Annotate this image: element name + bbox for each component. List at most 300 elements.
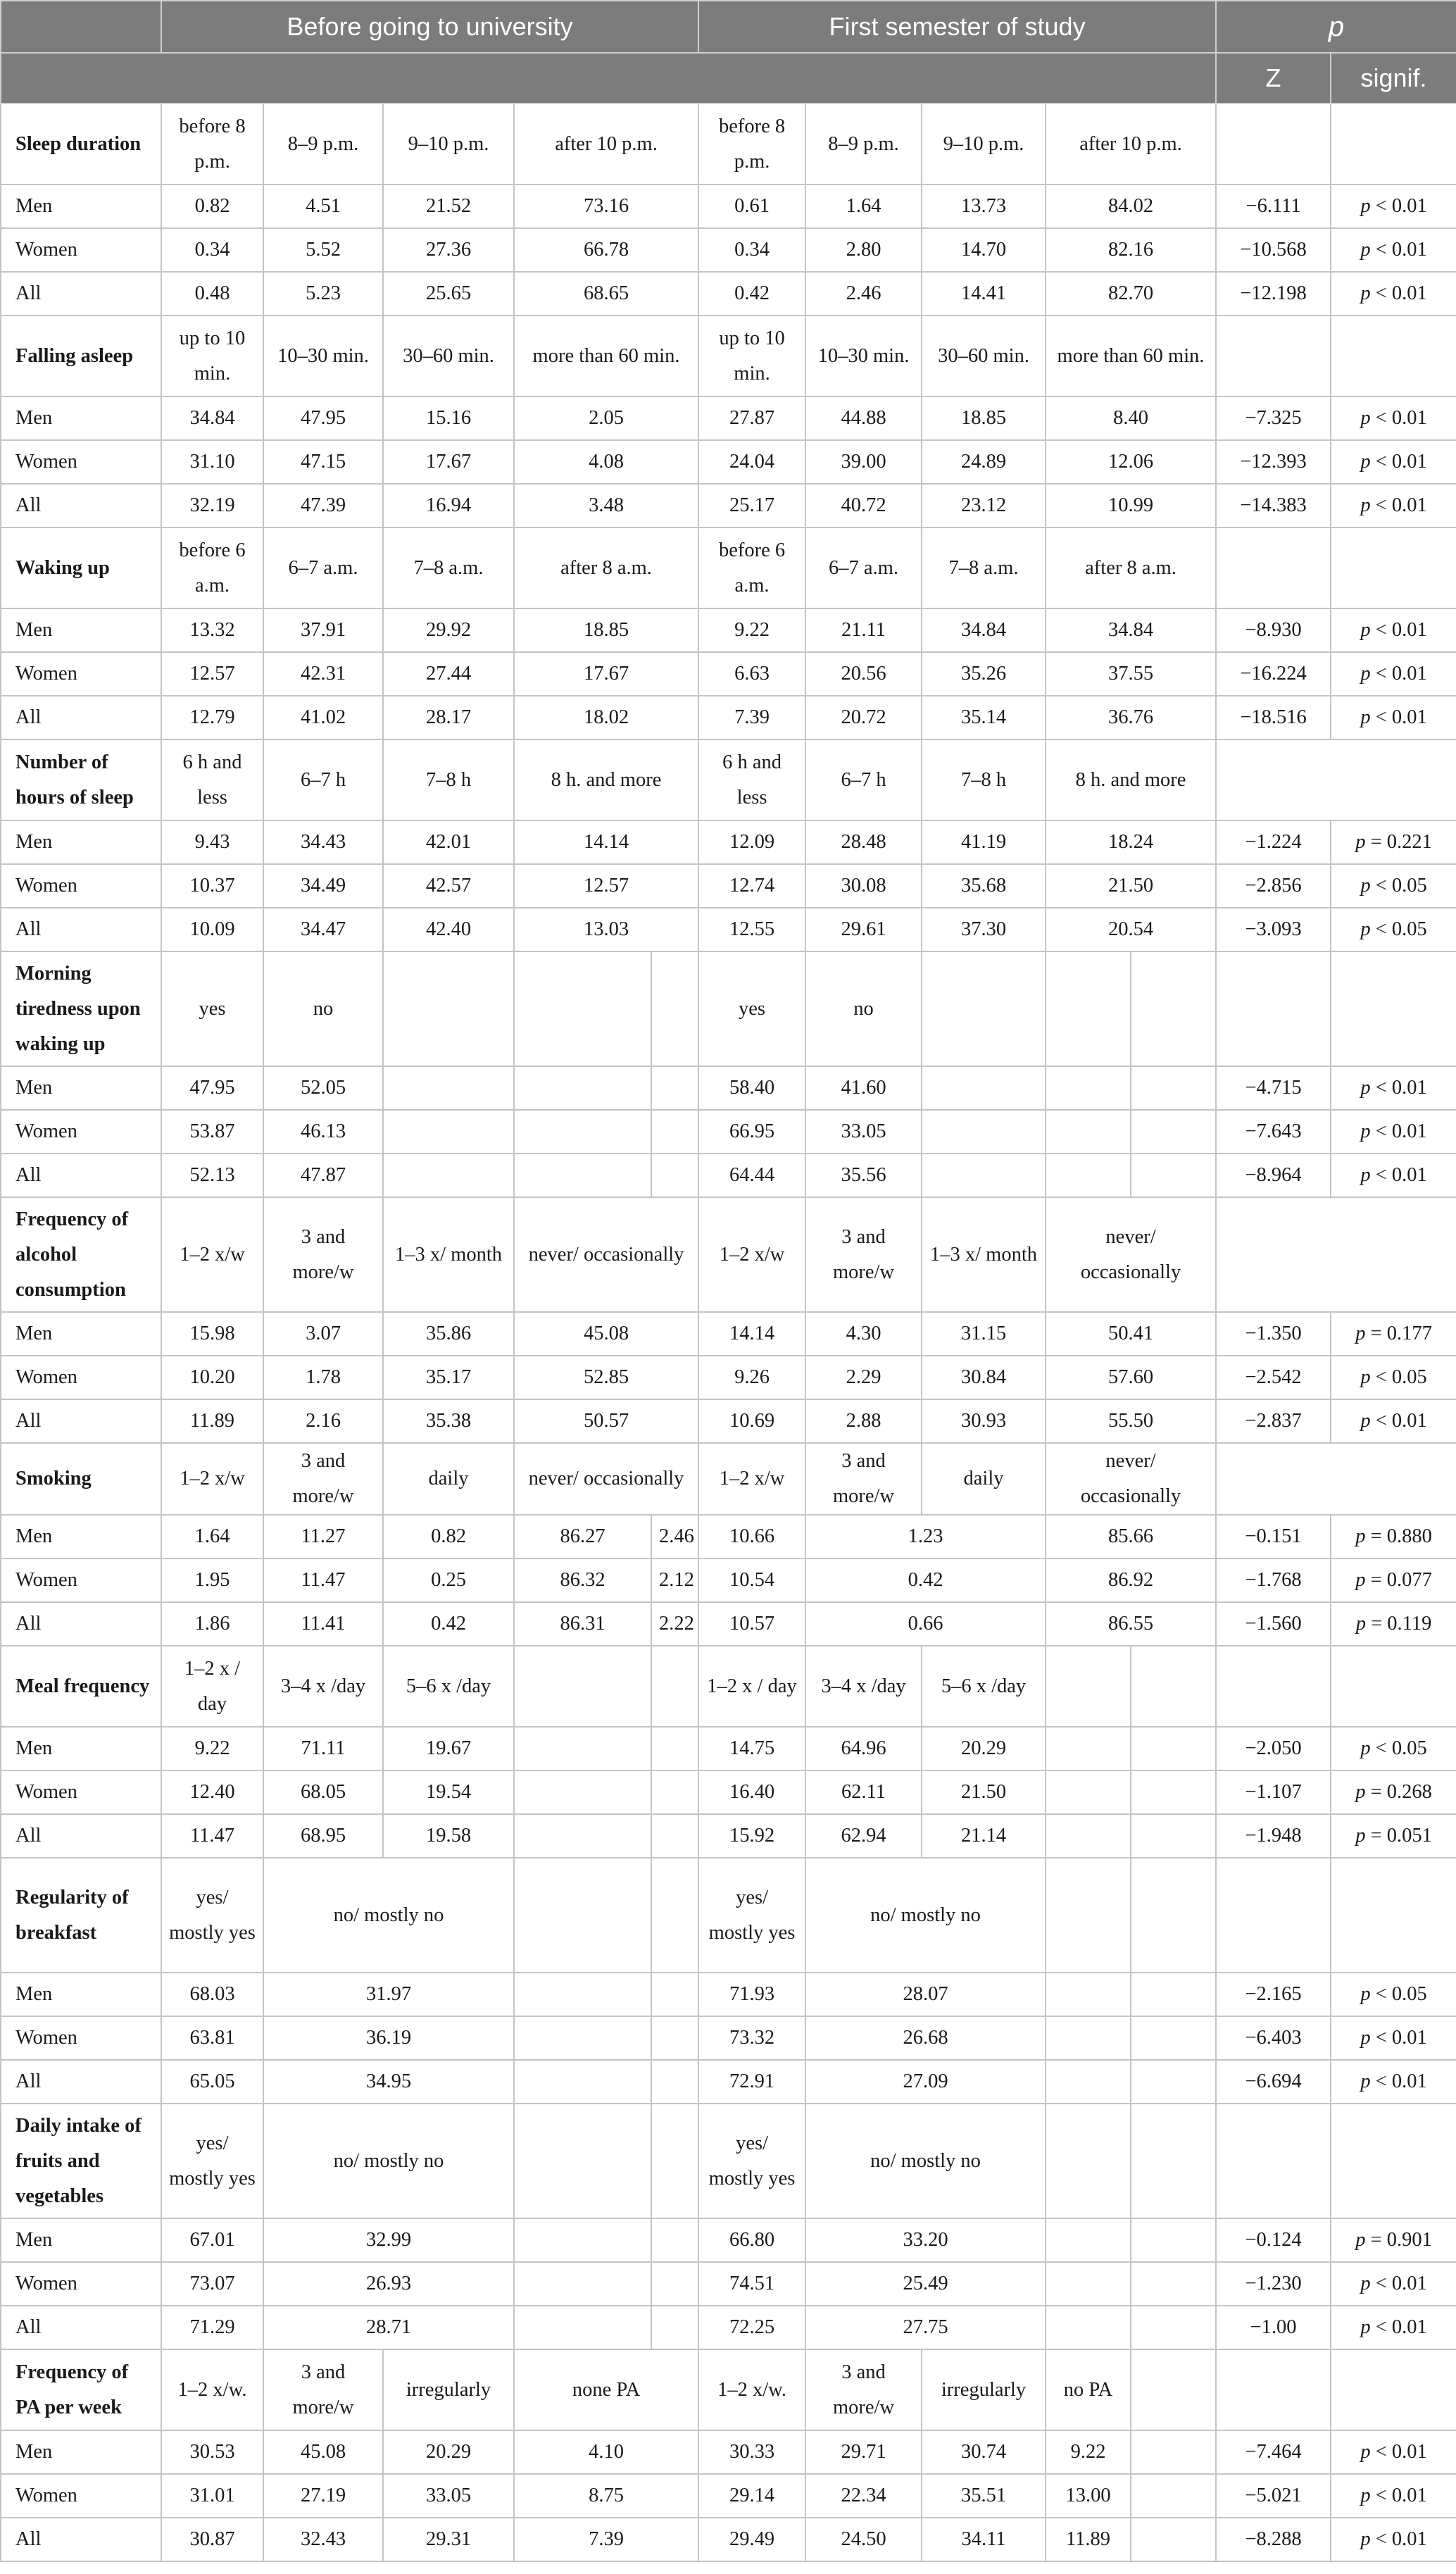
value-before: 4.08 bbox=[514, 440, 698, 484]
value-before: 30.87 bbox=[161, 2518, 263, 2561]
group-label: All bbox=[1, 272, 161, 315]
significance-value: p < 0.01 bbox=[1331, 1110, 1456, 1154]
z-value: −7.464 bbox=[1216, 2430, 1331, 2474]
value-before: 12.57 bbox=[514, 864, 698, 908]
empty-cell bbox=[651, 1154, 698, 1197]
value-after: 72.91 bbox=[698, 2060, 805, 2104]
value-after: 41.60 bbox=[805, 1066, 922, 1110]
value-after: 12.06 bbox=[1046, 440, 1216, 484]
value-after: 4.30 bbox=[805, 1312, 922, 1356]
empty-cell bbox=[1331, 315, 1456, 396]
value-before: 2.22 bbox=[651, 1602, 698, 1646]
option-before-label: 1–3 x/ month bbox=[383, 1197, 514, 1312]
empty-cell bbox=[1331, 527, 1456, 608]
option-before-label: no bbox=[263, 951, 383, 1066]
value-before: 0.34 bbox=[161, 228, 263, 272]
empty-cell bbox=[1046, 1646, 1131, 1727]
z-value: −2.165 bbox=[1216, 1973, 1331, 2016]
value-before: 8.75 bbox=[514, 2474, 698, 2518]
table-row bbox=[1, 1814, 1456, 1858]
value-after: 20.29 bbox=[922, 1727, 1046, 1770]
value-after: 30.33 bbox=[698, 2430, 805, 2474]
section-label: Sleep duration bbox=[1, 104, 161, 185]
group-label: Women bbox=[1, 1558, 161, 1602]
empty-cell bbox=[1131, 1814, 1216, 1858]
table-row bbox=[1, 1066, 1456, 1110]
value-before: 68.05 bbox=[263, 1770, 383, 1814]
value-before: 42.57 bbox=[383, 864, 514, 908]
value-before: 86.27 bbox=[514, 1515, 651, 1558]
value-before: 65.05 bbox=[161, 2060, 263, 2104]
option-after-label: 10–30 min. bbox=[805, 315, 922, 396]
value-before: 31.10 bbox=[161, 440, 263, 484]
value-after: 33.20 bbox=[805, 2218, 1046, 2262]
option-before-label: 3–4 x /day bbox=[263, 1646, 383, 1727]
header-empty bbox=[1, 1, 161, 53]
value-after: 40.72 bbox=[805, 484, 922, 527]
value-after: 39.00 bbox=[805, 440, 922, 484]
empty-cell bbox=[1331, 1646, 1456, 1727]
group-label: Women bbox=[1, 2262, 161, 2306]
empty-cell bbox=[922, 1110, 1046, 1154]
section-header-row bbox=[1, 315, 1456, 396]
header-spacer bbox=[1, 53, 1216, 104]
value-before: 35.38 bbox=[383, 1399, 514, 1443]
option-before-label: 10–30 min. bbox=[263, 315, 383, 396]
group-label: Men bbox=[1, 1066, 161, 1110]
value-after: 9.22 bbox=[698, 608, 805, 652]
empty-cell bbox=[1331, 1858, 1456, 1973]
value-before: 11.41 bbox=[263, 1602, 383, 1646]
value-after: 73.32 bbox=[698, 2016, 805, 2060]
empty-cell bbox=[651, 1727, 698, 1770]
value-before: 86.32 bbox=[514, 1558, 651, 1602]
empty-cell bbox=[514, 2306, 651, 2349]
value-after: 14.41 bbox=[922, 272, 1046, 315]
option-before-label: 1–2 x/w. bbox=[161, 2349, 263, 2430]
table-row bbox=[1, 908, 1456, 951]
significance-value: p = 0.051 bbox=[1331, 1814, 1456, 1858]
value-before: 3.48 bbox=[514, 484, 698, 527]
value-before: 11.89 bbox=[161, 1399, 263, 1443]
empty-cell bbox=[514, 2016, 651, 2060]
significance-value: p < 0.01 bbox=[1331, 484, 1456, 527]
empty-cell bbox=[1131, 2306, 1216, 2349]
z-value: −5.021 bbox=[1216, 2474, 1331, 2518]
option-before-label: 9–10 p.m. bbox=[383, 104, 514, 185]
table-body bbox=[1, 104, 1456, 2561]
value-after: 0.66 bbox=[805, 1602, 1046, 1646]
significance-value: p < 0.01 bbox=[1331, 696, 1456, 739]
empty-cell bbox=[922, 1154, 1046, 1197]
group-label: All bbox=[1, 1399, 161, 1443]
empty-cell bbox=[651, 1110, 698, 1154]
option-after-label: 3 and more/w bbox=[805, 1197, 922, 1312]
group-label: Men bbox=[1, 608, 161, 652]
value-after: 21.50 bbox=[922, 1770, 1046, 1814]
option-after-label: 6–7 h bbox=[805, 739, 922, 820]
value-before: 17.67 bbox=[514, 652, 698, 696]
table-header bbox=[1, 1, 1456, 104]
value-after: 28.07 bbox=[805, 1973, 1046, 2016]
empty-cell bbox=[651, 1770, 698, 1814]
empty-cell bbox=[514, 951, 651, 1066]
table-row bbox=[1, 1356, 1456, 1399]
option-after-label: no/ mostly no bbox=[805, 1858, 1046, 1973]
z-value: −8.964 bbox=[1216, 1154, 1331, 1197]
section-label: Number of hours of sleep bbox=[1, 739, 161, 820]
table-row bbox=[1, 1727, 1456, 1770]
empty-cell bbox=[1131, 2349, 1216, 2430]
table-row bbox=[1, 608, 1456, 652]
table-row bbox=[1, 1602, 1456, 1646]
empty-cell bbox=[1216, 2349, 1331, 2430]
z-value: −1.948 bbox=[1216, 1814, 1331, 1858]
value-before: 52.13 bbox=[161, 1154, 263, 1197]
option-after-label: before 8 p.m. bbox=[698, 104, 805, 185]
significance-value: p < 0.01 bbox=[1331, 440, 1456, 484]
table-row bbox=[1, 652, 1456, 696]
value-after: 57.60 bbox=[1046, 1356, 1216, 1399]
value-after: 82.16 bbox=[1046, 228, 1216, 272]
empty-cell bbox=[1131, 2430, 1216, 2474]
empty-cell bbox=[1046, 1973, 1131, 2016]
z-value: −4.715 bbox=[1216, 1066, 1331, 1110]
value-before: 73.16 bbox=[514, 185, 698, 228]
table-row bbox=[1, 440, 1456, 484]
value-after: 29.49 bbox=[698, 2518, 805, 2561]
option-after-label: 7–8 a.m. bbox=[922, 527, 1046, 608]
value-after: 82.70 bbox=[1046, 272, 1216, 315]
value-before: 53.87 bbox=[161, 1110, 263, 1154]
value-after: 35.14 bbox=[922, 696, 1046, 739]
table-row bbox=[1, 484, 1456, 527]
empty-cell bbox=[1046, 951, 1131, 1066]
empty-cell bbox=[1131, 2104, 1216, 2218]
option-before-label: 8 h. and more bbox=[514, 739, 698, 820]
z-value: −2.837 bbox=[1216, 1399, 1331, 1443]
section-header-row bbox=[1, 527, 1456, 608]
z-value: −18.516 bbox=[1216, 696, 1331, 739]
option-after-label: 1–3 x/ month bbox=[922, 1197, 1046, 1312]
option-after-label: before 6 a.m. bbox=[698, 527, 805, 608]
value-after: 25.49 bbox=[805, 2262, 1046, 2306]
value-before: 25.65 bbox=[383, 272, 514, 315]
value-after: 31.15 bbox=[922, 1312, 1046, 1356]
option-before-label: yes/ mostly yes bbox=[161, 2104, 263, 2218]
empty-cell bbox=[1046, 2218, 1131, 2262]
value-after: 2.80 bbox=[805, 228, 922, 272]
significance-value: p < 0.01 bbox=[1331, 396, 1456, 440]
value-before: 0.48 bbox=[161, 272, 263, 315]
z-value: −7.643 bbox=[1216, 1110, 1331, 1154]
value-before: 0.82 bbox=[161, 185, 263, 228]
option-after-label: 6–7 a.m. bbox=[805, 527, 922, 608]
value-after: 30.84 bbox=[922, 1356, 1046, 1399]
value-after: 8.40 bbox=[1046, 396, 1216, 440]
option-before-label: 3 and more/w bbox=[263, 1197, 383, 1312]
empty-cell bbox=[1131, 2474, 1216, 2518]
option-after-label: yes bbox=[698, 951, 805, 1066]
value-before: 26.93 bbox=[263, 2262, 514, 2306]
table-row bbox=[1, 2430, 1456, 2474]
option-before-label: 5–6 x /day bbox=[383, 1646, 514, 1727]
significance-value: p < 0.01 bbox=[1331, 2474, 1456, 2518]
value-after: 12.09 bbox=[698, 820, 805, 864]
option-after-label: 1–2 x / day bbox=[698, 1646, 805, 1727]
value-before: 9.22 bbox=[161, 1727, 263, 1770]
empty-cell bbox=[514, 1066, 651, 1110]
value-after: 74.51 bbox=[698, 2262, 805, 2306]
value-before: 47.95 bbox=[263, 396, 383, 440]
value-after: 29.61 bbox=[805, 908, 922, 951]
group-label: All bbox=[1, 484, 161, 527]
z-value: −6.111 bbox=[1216, 185, 1331, 228]
value-before: 19.54 bbox=[383, 1770, 514, 1814]
option-before-label: no/ mostly no bbox=[263, 1858, 514, 1973]
empty-cell bbox=[1046, 1770, 1131, 1814]
empty-cell bbox=[514, 2104, 651, 2218]
value-after: 35.56 bbox=[805, 1154, 922, 1197]
value-before: 10.37 bbox=[161, 864, 263, 908]
option-after-label: yes/ mostly yes bbox=[698, 2104, 805, 2218]
group-label: All bbox=[1, 2518, 161, 2561]
value-before: 17.67 bbox=[383, 440, 514, 484]
value-before: 5.23 bbox=[263, 272, 383, 315]
group-label: All bbox=[1, 1602, 161, 1646]
section-header-row bbox=[1, 951, 1456, 1066]
value-before: 67.01 bbox=[161, 2218, 263, 2262]
value-before: 13.32 bbox=[161, 608, 263, 652]
z-value: −1.560 bbox=[1216, 1602, 1331, 1646]
value-after: 50.41 bbox=[1046, 1312, 1216, 1356]
empty-cell bbox=[514, 1814, 651, 1858]
significance-value: p < 0.05 bbox=[1331, 908, 1456, 951]
empty-cell bbox=[383, 1110, 514, 1154]
empty-cell bbox=[1216, 1646, 1331, 1727]
empty-cell bbox=[922, 1066, 1046, 1110]
option-after-label: 7–8 h bbox=[922, 739, 1046, 820]
value-after: 41.19 bbox=[922, 820, 1046, 864]
value-after: 34.84 bbox=[922, 608, 1046, 652]
value-before: 34.43 bbox=[263, 820, 383, 864]
empty-cell bbox=[1131, 2518, 1216, 2561]
value-after: 86.55 bbox=[1046, 1602, 1216, 1646]
value-before: 33.05 bbox=[383, 2474, 514, 2518]
value-before: 86.31 bbox=[514, 1602, 651, 1646]
value-before: 2.16 bbox=[263, 1399, 383, 1443]
z-value: −12.393 bbox=[1216, 440, 1331, 484]
table-row bbox=[1, 272, 1456, 315]
section-label: Smoking bbox=[1, 1443, 161, 1515]
significance-value: p < 0.01 bbox=[1331, 1066, 1456, 1110]
value-before: 7.39 bbox=[514, 2518, 698, 2561]
significance-value: p < 0.01 bbox=[1331, 1154, 1456, 1197]
empty-cell bbox=[1046, 2016, 1131, 2060]
value-after: 20.54 bbox=[1046, 908, 1216, 951]
value-after: 66.80 bbox=[698, 2218, 805, 2262]
value-after: 62.94 bbox=[805, 1814, 922, 1858]
table-row bbox=[1, 864, 1456, 908]
empty-cell bbox=[651, 2016, 698, 2060]
empty-cell bbox=[514, 2060, 651, 2104]
value-after: 64.44 bbox=[698, 1154, 805, 1197]
group-label: Women bbox=[1, 1110, 161, 1154]
z-value: −1.230 bbox=[1216, 2262, 1331, 2306]
section-header-row bbox=[1, 1858, 1456, 1973]
value-before: 4.51 bbox=[263, 185, 383, 228]
value-after: 30.93 bbox=[922, 1399, 1046, 1443]
significance-value: p < 0.05 bbox=[1331, 1973, 1456, 2016]
value-after: 71.93 bbox=[698, 1973, 805, 2016]
value-after: 1.23 bbox=[805, 1515, 1046, 1558]
option-before-label: after 8 a.m. bbox=[514, 527, 698, 608]
value-after: 28.48 bbox=[805, 820, 922, 864]
option-after-label: never/ occasionally bbox=[1046, 1197, 1216, 1312]
value-before: 28.71 bbox=[263, 2306, 514, 2349]
value-before: 12.40 bbox=[161, 1770, 263, 1814]
option-after-label: 3 and more/w bbox=[805, 2349, 922, 2430]
table-row bbox=[1, 1154, 1456, 1197]
significance-value: p < 0.05 bbox=[1331, 864, 1456, 908]
value-after: 10.99 bbox=[1046, 484, 1216, 527]
option-after-label: 5–6 x /day bbox=[922, 1646, 1046, 1727]
significance-value: p < 0.01 bbox=[1331, 608, 1456, 652]
value-before: 68.65 bbox=[514, 272, 698, 315]
option-before-label: 6 h and less bbox=[161, 739, 263, 820]
value-before: 2.12 bbox=[651, 1558, 698, 1602]
option-before-label: before 8 p.m. bbox=[161, 104, 263, 185]
option-before-label: 7–8 h bbox=[383, 739, 514, 820]
value-before: 31.97 bbox=[263, 1973, 514, 2016]
z-value: −2.050 bbox=[1216, 1727, 1331, 1770]
empty-cell bbox=[1216, 315, 1331, 396]
value-before: 16.94 bbox=[383, 484, 514, 527]
significance-value: p < 0.01 bbox=[1331, 652, 1456, 696]
value-before: 73.07 bbox=[161, 2262, 263, 2306]
value-before: 15.98 bbox=[161, 1312, 263, 1356]
value-before: 20.29 bbox=[383, 2430, 514, 2474]
value-after: 64.96 bbox=[805, 1727, 922, 1770]
value-after: 6.63 bbox=[698, 652, 805, 696]
table-row bbox=[1, 2474, 1456, 2518]
value-before: 27.44 bbox=[383, 652, 514, 696]
empty-cell bbox=[514, 1973, 651, 2016]
option-after-label: 1–2 x/w. bbox=[698, 2349, 805, 2430]
empty-cell bbox=[1331, 2349, 1456, 2430]
group-label: Women bbox=[1, 440, 161, 484]
header-first-semester: First semester of study bbox=[698, 1, 1216, 53]
value-after: 18.85 bbox=[922, 396, 1046, 440]
z-value: −12.198 bbox=[1216, 272, 1331, 315]
option-after-label: daily bbox=[922, 1443, 1046, 1515]
value-before: 1.95 bbox=[161, 1558, 263, 1602]
table-row bbox=[1, 1558, 1456, 1602]
z-value: −1.107 bbox=[1216, 1770, 1331, 1814]
table-row bbox=[1, 1973, 1456, 2016]
value-after: 12.74 bbox=[698, 864, 805, 908]
value-after: 2.29 bbox=[805, 1356, 922, 1399]
value-after: 37.55 bbox=[1046, 652, 1216, 696]
group-label: Men bbox=[1, 1973, 161, 2016]
option-after-label: yes/ mostly yes bbox=[698, 1858, 805, 1973]
value-before: 19.58 bbox=[383, 1814, 514, 1858]
empty-cell bbox=[1046, 1814, 1131, 1858]
empty-cell bbox=[1331, 951, 1456, 1066]
group-label: All bbox=[1, 908, 161, 951]
empty-cell bbox=[651, 1814, 698, 1858]
empty-cell bbox=[1216, 1443, 1456, 1515]
value-after: 10.69 bbox=[698, 1399, 805, 1443]
empty-cell bbox=[651, 2262, 698, 2306]
empty-cell bbox=[1046, 2060, 1131, 2104]
empty-cell bbox=[514, 2218, 651, 2262]
z-value: −8.930 bbox=[1216, 608, 1331, 652]
table-row bbox=[1, 2306, 1456, 2349]
value-after: 7.39 bbox=[698, 696, 805, 739]
option-after-label: 8–9 p.m. bbox=[805, 104, 922, 185]
option-before-label: up to 10 min. bbox=[161, 315, 263, 396]
empty-cell bbox=[1331, 2104, 1456, 2218]
value-before: 2.46 bbox=[651, 1515, 698, 1558]
empty-cell bbox=[514, 1154, 651, 1197]
value-after: 11.89 bbox=[1046, 2518, 1131, 2561]
value-after: 16.40 bbox=[698, 1770, 805, 1814]
empty-cell bbox=[1131, 2016, 1216, 2060]
value-after: 0.42 bbox=[805, 1558, 1046, 1602]
group-label: Men bbox=[1, 396, 161, 440]
significance-value: p < 0.05 bbox=[1331, 1727, 1456, 1770]
value-before: 47.95 bbox=[161, 1066, 263, 1110]
empty-cell bbox=[514, 1110, 651, 1154]
value-before: 63.81 bbox=[161, 2016, 263, 2060]
table-row bbox=[1, 1110, 1456, 1154]
group-label: All bbox=[1, 1814, 161, 1858]
empty-cell bbox=[1131, 2262, 1216, 2306]
empty-cell bbox=[922, 951, 1046, 1066]
value-before: 11.47 bbox=[161, 1814, 263, 1858]
value-before: 13.03 bbox=[514, 908, 698, 951]
group-label: Men bbox=[1, 1727, 161, 1770]
section-label: Morning tiredness upon waking up bbox=[1, 951, 161, 1066]
option-after-label: no PA bbox=[1046, 2349, 1131, 2430]
value-before: 66.78 bbox=[514, 228, 698, 272]
group-label: Women bbox=[1, 2016, 161, 2060]
table-row bbox=[1, 1312, 1456, 1356]
empty-cell bbox=[1216, 1197, 1456, 1312]
value-after: 36.76 bbox=[1046, 696, 1216, 739]
z-value: −1.224 bbox=[1216, 820, 1331, 864]
z-value: −14.383 bbox=[1216, 484, 1331, 527]
option-before-label: daily bbox=[383, 1443, 514, 1515]
section-header-row bbox=[1, 1443, 1456, 1515]
value-after: 34.84 bbox=[1046, 608, 1216, 652]
value-after: 29.71 bbox=[805, 2430, 922, 2474]
value-after: 84.02 bbox=[1046, 185, 1216, 228]
option-before-label: 30–60 min. bbox=[383, 315, 514, 396]
value-after: 18.24 bbox=[1046, 820, 1216, 864]
z-value: −8.288 bbox=[1216, 2518, 1331, 2561]
empty-cell bbox=[651, 2104, 698, 2218]
empty-cell bbox=[514, 1646, 651, 1727]
empty-cell bbox=[651, 1066, 698, 1110]
empty-cell bbox=[514, 2262, 651, 2306]
empty-cell bbox=[1216, 2104, 1331, 2218]
empty-cell bbox=[1046, 1110, 1131, 1154]
value-after: 1.64 bbox=[805, 185, 922, 228]
group-label: All bbox=[1, 1154, 161, 1197]
table-row bbox=[1, 1515, 1456, 1558]
